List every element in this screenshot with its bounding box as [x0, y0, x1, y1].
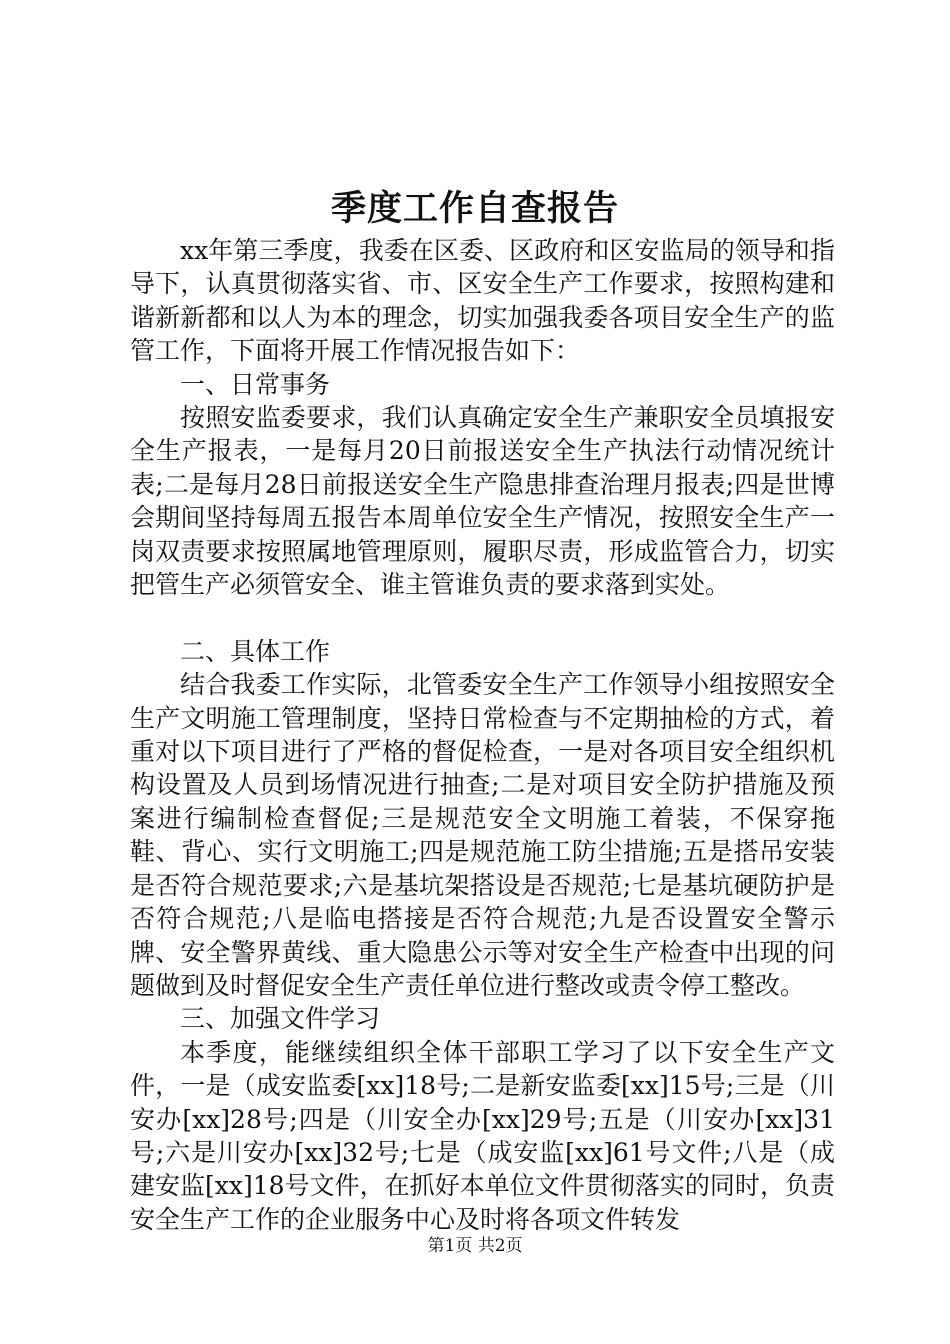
page-footer: 第1页 共2页 [427, 1236, 523, 1256]
document-title: 季度工作自查报告 [330, 188, 619, 229]
section-heading-daily-affairs: 一、日常事务 [180, 369, 331, 399]
section-heading-specific-work: 二、具体工作 [180, 636, 331, 666]
daily-affairs-paragraph: 按照安监委要求，我们认真确定安全生产兼职安全员填报安全生产报表，一是每月20日前报送安全生产执法行动情况统计表;二是每月28日前报送安全生产隐患排查治理月报表;四是世博会期间坚持每周五报告本周单位安全生产情况，按照安全生产一岗双责要求按照属地管理原则，履职尽责，形成监管合力，切实把管生产必须管安全、谁主管谁负责的要求落到实处。 [130, 403, 835, 600]
section-heading-document-study: 三、加强文件学习 [180, 1004, 381, 1034]
document-body [130, 234, 835, 1236]
document-study-paragraph: 本季度，能继续组织全体干部职工学习了以下安全生产文件，一是（成安监委[xx]18号;二是新安监委[xx]15号;三是（川安办[xx]28号;四是（川安全办[xx]29号;五是（川安办[xx]31号;六是川安办[xx]32号;七是（成安监[xx]61号文件;八是（成建安监[xx]18号文件，在抓好本单位文件贯彻落实的同时，负责安全生产工作的企业服务中心及时将各项文件转发 [130, 1037, 835, 1234]
intro-paragraph: xx年第三季度，我委在区委、区政府和区安监局的领导和指导下，认真贯彻落实省、市、区安全生产工作要求，按照构建和谐新新都和以人为本的理念，切实加强我委各项目安全生产的监管工作，下面将开展工作情况报告如下： [130, 236, 835, 366]
specific-work-paragraph: 结合我委工作实际，北管委安全生产工作领导小组按照安全生产文明施工管理制度，坚持日常检查与不定期抽检的方式，着重对以下项目进行了严格的督促检查，一是对各项目安全组织机构设置及人员到场情况进行抽查;二是对项目安全防护措施及预案进行编制检查督促;三是规范安全文明施工着装，不保穿拖鞋、背心、实行文明施工;四是规范施工防尘措施;五是搭吊安装是否符合规范要求;六是基坑架搭设是否规范;七是基坑硬防护是否符合规范;八是临电搭接是否符合规范;九是否设置安全警示牌、安全警界黄线、重大隐患公示等对安全生产检查中出现的问题做到及时督促安全生产责任单位进行整改或责令停工整改。 [130, 670, 835, 1000]
